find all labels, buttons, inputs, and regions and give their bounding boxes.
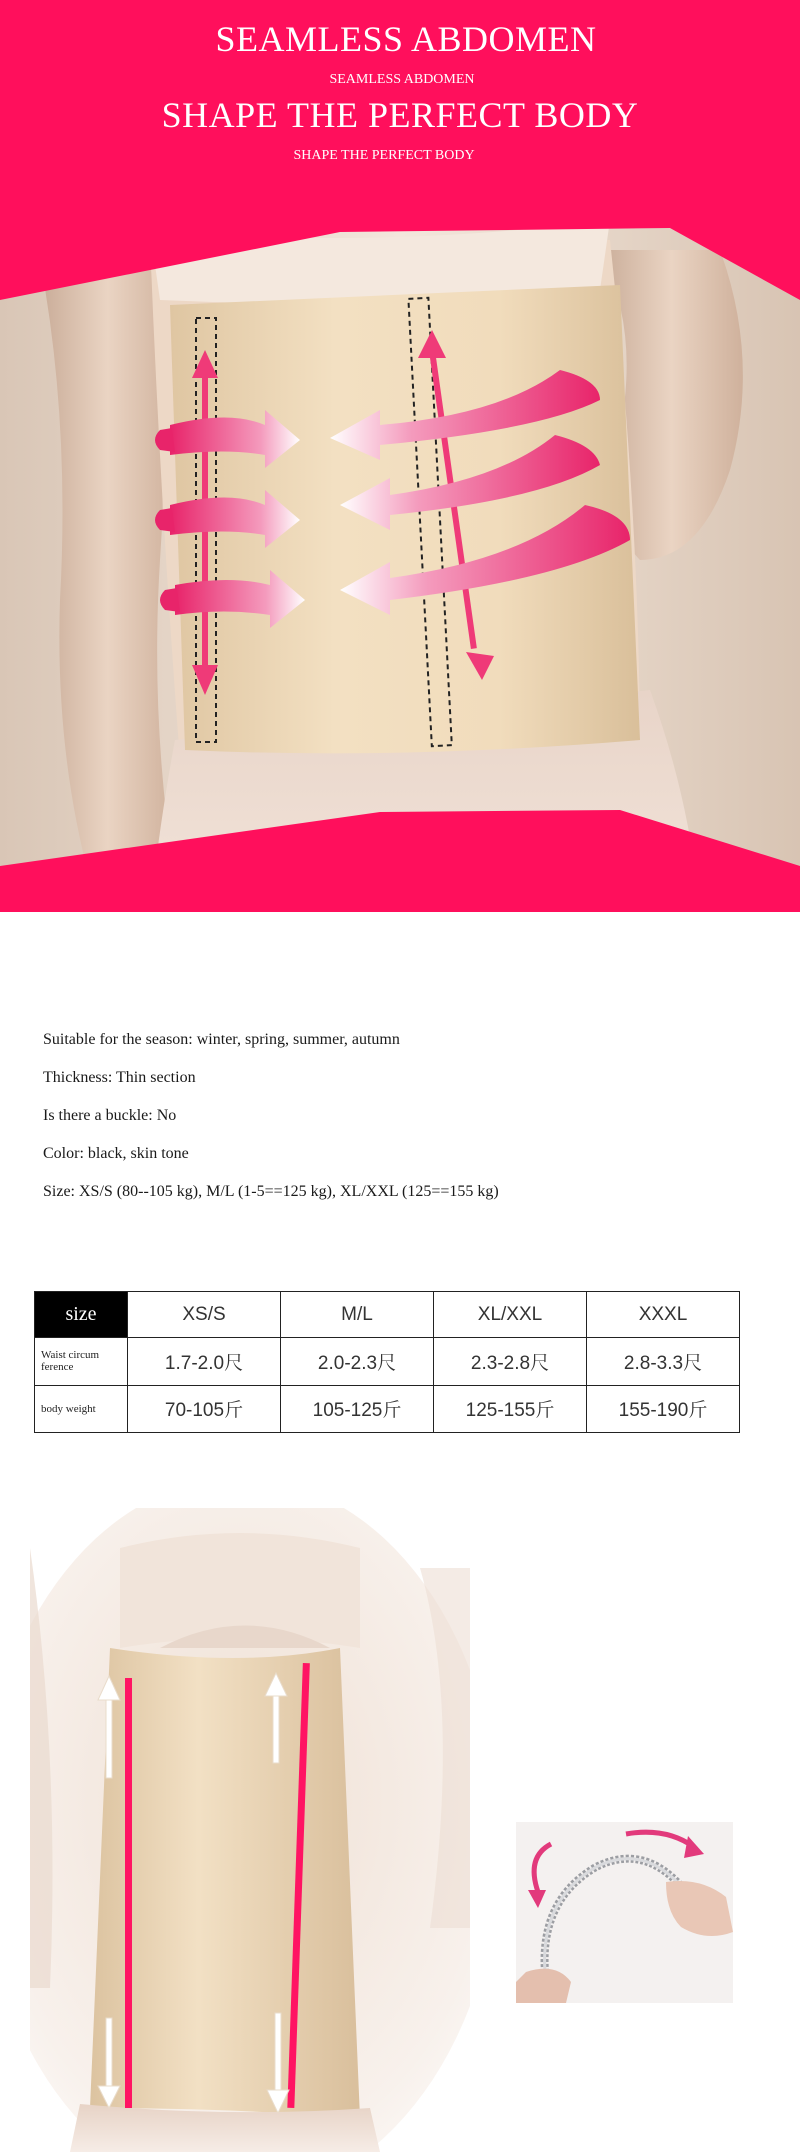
- product-photo-front: [30, 1508, 470, 2152]
- hero-subtitle-line1: SEAMLESS ABDOMEN: [329, 72, 475, 87]
- column-header: M/L: [281, 1292, 434, 1338]
- table-cell: 2.8-3.3尺: [587, 1338, 740, 1385]
- table-cell: 155-190斤: [587, 1385, 740, 1432]
- hero-title-line2: SHAPE THE PERFECT BODY: [161, 95, 639, 135]
- hero-title-line1: SEAMLESS ABDOMEN: [215, 19, 597, 59]
- flexible-boning-image: [516, 1822, 733, 2003]
- table-header-row: [35, 1292, 740, 1338]
- column-header: XS/S: [128, 1292, 281, 1338]
- spec-size: Size: XS/S (80--105 kg), M/L (1-5==125 kg), XL/XXL (125==155 kg): [43, 1183, 499, 1200]
- column-header: XXXL: [587, 1292, 740, 1338]
- table-row: [35, 1385, 740, 1432]
- table-cell: 105-125斤: [281, 1385, 434, 1432]
- table-cell: 1.7-2.0尺: [128, 1338, 281, 1385]
- row-label-weight: body weight: [35, 1385, 128, 1432]
- spec-buckle: Is there a buckle: No: [43, 1107, 177, 1124]
- table-row: [35, 1338, 740, 1385]
- spec-color: Color: black, skin tone: [43, 1145, 189, 1162]
- table-cell: 2.3-2.8尺: [434, 1338, 587, 1385]
- hero-subtitle-line2: SHAPE THE PERFECT BODY: [293, 148, 475, 163]
- column-header: XL/XXL: [434, 1292, 587, 1338]
- size-header-cell: size: [35, 1292, 128, 1338]
- spec-thickness: Thickness: Thin section: [43, 1069, 196, 1086]
- size-chart-table: [34, 1291, 740, 1433]
- table-cell: 2.0-2.3尺: [281, 1338, 434, 1385]
- product-specs: [43, 1030, 763, 1220]
- table-cell: 70-105斤: [128, 1385, 281, 1432]
- product-photo-boning-detail: [516, 1822, 733, 2003]
- hero-banner: [0, 0, 800, 912]
- table-cell: 125-155斤: [434, 1385, 587, 1432]
- row-label-waist: Waist circum ference: [35, 1338, 128, 1385]
- spec-season: Suitable for the season: winter, spring, summer, autumn: [43, 1031, 400, 1048]
- model-torso-image: [30, 1508, 470, 2152]
- hero-heading: [0, 0, 800, 180]
